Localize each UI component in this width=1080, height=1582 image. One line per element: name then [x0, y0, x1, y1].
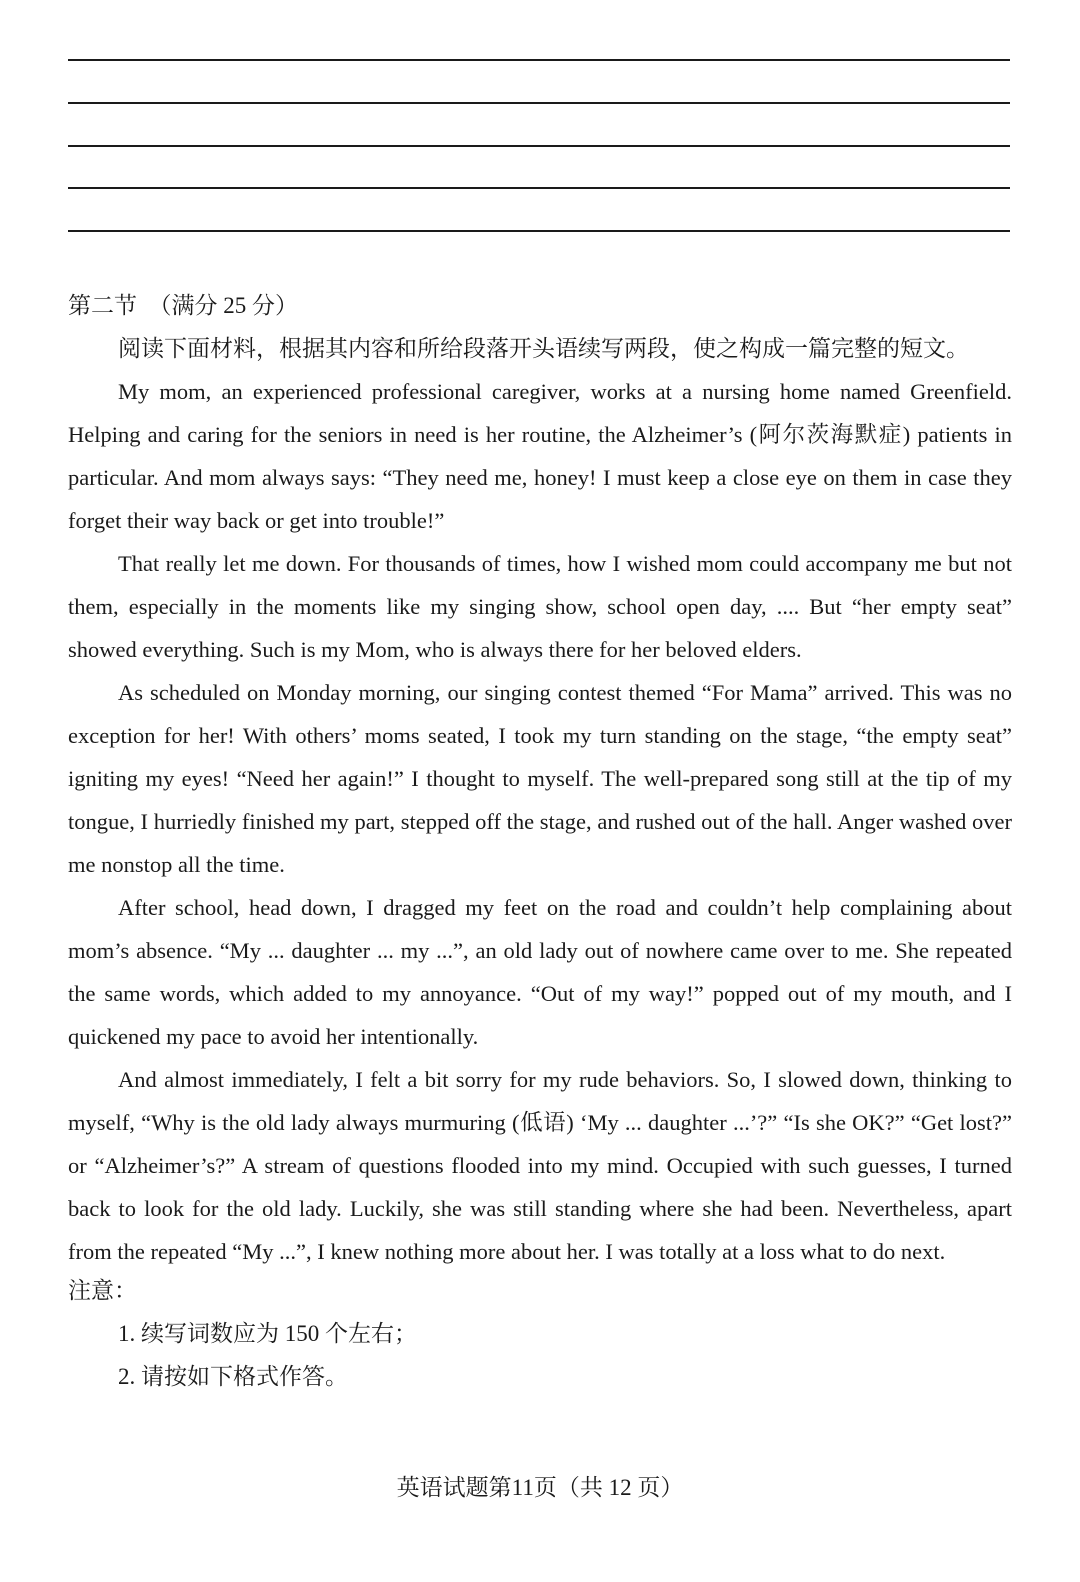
- passage-paragraph-3: As scheduled on Monday morning, our singing contest themed “For Mama” arrived. This was no exception for her! With others’ moms seated, I took my turn standing on the stage, “the empty seat” igniting my eyes! “Need her again!” I thought to myself. The well-prepared song still at the tip of my tongue, I hurriedly finished my part, stepped off the stage, and rushed out of the hall. Anger washed over me nonstop all the time.: [68, 680, 1012, 877]
- notes-label: 注意：: [68, 1278, 137, 1303]
- passage-paragraph-1: My mom, an experienced professional caregiver, works at a nursing home named Greenfield. Helping and caring for the seniors in need is her routine, the Alzheimer’s (阿尔茨海默症) patients in particular. And mom always says: “They need me, honey! I must keep a close eye on them in case they forget their way back or get into trouble!”: [68, 379, 1012, 533]
- note-item-2: 2. 请按如下格式作答。: [118, 1364, 348, 1389]
- passage-paragraph-5: And almost immediately, I felt a bit sorry for my rude behaviors. So, I slowed down, thinking to myself, “Why is the old lady always murmuring (低语) ‘My ... daughter ...’?” “Is she OK?” “Get lost?” or “Alzheimer’s?” A stream of questions flooded into my mind. Occupied with such guesses, I turned back to look for the old lady. Luckily, she was still standing where she had been. Nevertheless, apart from the repeated “My ...”, I knew nothing more about her. I was totally at a loss what to do next.: [68, 1067, 1012, 1264]
- section-instruction: 阅读下面材料，根据其内容和所给段落开头语续写两段，使之构成一篇完整的短文。: [118, 336, 969, 361]
- note-item-1: 1. 续写词数应为 150 个左右；: [118, 1321, 417, 1346]
- answer-line: [68, 102, 1010, 104]
- passage-paragraph-2: That really let me down. For thousands of times, how I wished mom could accompany me but not them, especially in the moments like my singing show, school open day, .... But “her empty seat” showed everything. Such is my Mom, who is always there for her beloved elders.: [68, 551, 1012, 662]
- section-two: [68, 284, 1012, 1398]
- section-title: 第二节 （满分 25 分）: [68, 293, 298, 318]
- answer-line: [68, 187, 1010, 189]
- answer-line: [68, 145, 1010, 147]
- answer-line: [68, 230, 1010, 232]
- passage-paragraph-4: After school, head down, I dragged my feet on the road and couldn’t help complaining about mom’s absence. “My ... daughter ... my ...”, an old lady out of nowhere came over to me. She repeated the same words, which added to my annoyance. “Out of my way!” popped out of my mouth, and I quickened my pace to avoid her intentionally.: [68, 895, 1012, 1049]
- answer-line: [68, 59, 1010, 61]
- page-footer: 英语试题第11页（共 12 页）: [396, 1475, 684, 1500]
